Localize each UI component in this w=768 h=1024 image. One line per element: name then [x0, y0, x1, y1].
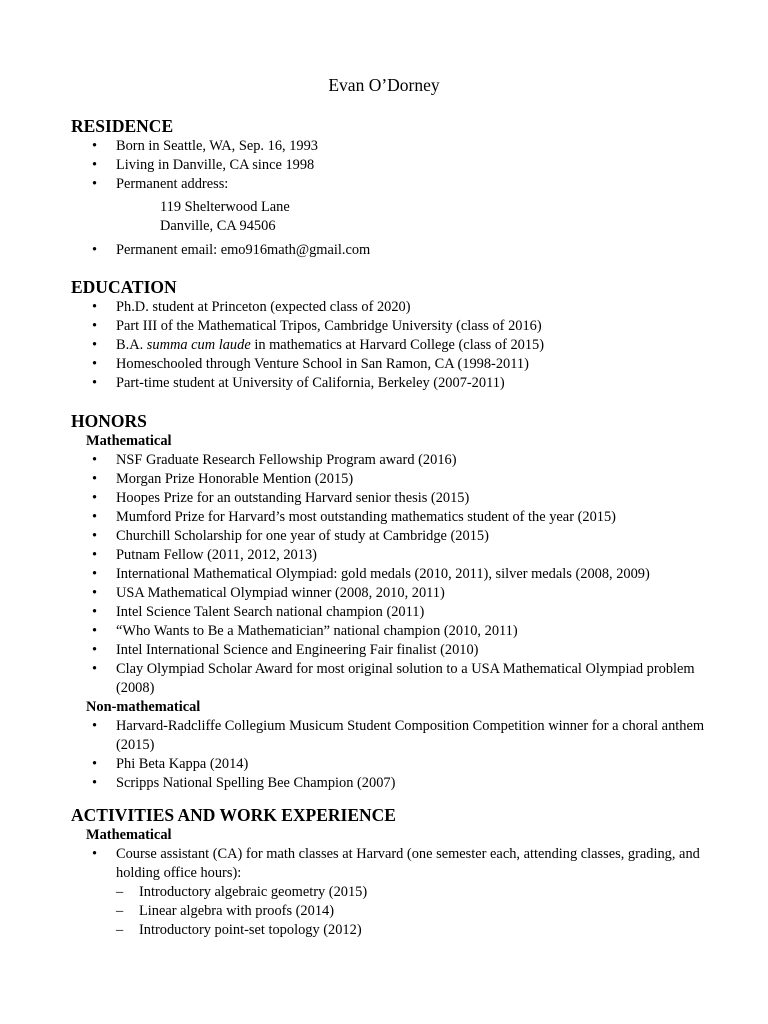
- activities-mathematical-list: [71, 845, 711, 940]
- list-item: • Churchill Scholarship for one year of study at Cambridge (2015): [92, 528, 489, 544]
- list-item: • Harvard-Radcliffe Collegium Musicum Student Composition Competition winner for a choral anthem (2015): [92, 718, 705, 753]
- residence-section: [71, 115, 711, 260]
- list-item: • Intel International Science and Engineering Fair finalist (2010): [92, 642, 479, 658]
- bullet-icon: •: [92, 547, 98, 563]
- list-item: • Mumford Prize for Harvard’s most outstanding mathematics student of the year (2015): [92, 509, 616, 525]
- list-item: • NSF Graduate Research Fellowship Program award (2016): [92, 452, 457, 468]
- bullet-icon: •: [92, 157, 98, 173]
- bullet-icon: •: [92, 623, 98, 639]
- list-item: • Part-time student at University of California, Berkeley (2007-2011): [92, 375, 505, 391]
- list-item: • Ph.D. student at Princeton (expected class of 2020): [92, 299, 411, 315]
- bullet-icon: •: [92, 585, 98, 601]
- bullet-icon: •: [92, 566, 98, 582]
- list-item: • Course assistant (CA) for math classes at Harvard (one semester each, attending classes, grading, and holding office hours): – Introductory algebraic geometry (2015) – Linear algebra with proofs (2014) – Introductory point-set topology (2012): [71, 845, 711, 940]
- residence-email-list: [71, 241, 711, 260]
- list-item: • Permanent address:: [92, 176, 229, 192]
- bullet-icon: •: [92, 471, 98, 487]
- honors-non-mathematical-label: Non-mathematical: [86, 699, 201, 715]
- list-item: • USA Mathematical Olympiad winner (2008, 2010, 2011): [92, 585, 445, 601]
- list-item: – Introductory point-set topology (2012): [116, 922, 362, 938]
- address-line: Danville, CA 94506: [160, 218, 276, 234]
- list-item: [71, 241, 711, 260]
- activities-section: [71, 804, 711, 940]
- bullet-icon: •: [92, 718, 98, 734]
- list-item: • Born in Seattle, WA, Sep. 16, 1993: [92, 138, 318, 154]
- dash-icon: –: [116, 903, 124, 919]
- list-item: • Part III of the Mathematical Tripos, Cambridge University (class of 2016): [92, 318, 542, 334]
- list-item: • “Who Wants to Be a Mathematician” national champion (2010, 2011): [92, 623, 518, 639]
- bullet-icon: •: [92, 642, 98, 658]
- list-item: • B.A. summa cum laude in mathematics at Harvard College (class of 2015): [92, 337, 545, 353]
- residence-list: [71, 137, 711, 194]
- bullet-icon: •: [92, 490, 98, 506]
- bullet-icon: •: [92, 375, 98, 391]
- dash-icon: –: [116, 884, 124, 900]
- activities-heading: ACTIVITIES AND WORK EXPERIENCE: [71, 805, 396, 825]
- course-list: [116, 883, 711, 940]
- resume-name: Evan O’Dorney: [328, 75, 440, 95]
- list-item: • Morgan Prize Honorable Mention (2015): [92, 471, 354, 487]
- permanent-address: [71, 198, 711, 236]
- bullet-icon: •: [92, 452, 98, 468]
- activities-mathematical-label: Mathematical: [86, 827, 172, 843]
- bullet-icon: •: [92, 509, 98, 525]
- education-section: [71, 276, 711, 393]
- residence-heading: RESIDENCE: [71, 116, 174, 136]
- honors-non-mathematical-list: [71, 717, 711, 793]
- bullet-icon: •: [92, 661, 98, 677]
- bullet-icon: •: [92, 846, 98, 862]
- list-item: • Homeschooled through Venture School in San Ramon, CA (1998-2011): [92, 356, 529, 372]
- bullet-icon: •: [92, 775, 98, 791]
- honors-heading: HONORS: [71, 411, 147, 431]
- honors-mathematical-list: [71, 451, 711, 698]
- honors-mathematical-label: Mathematical: [86, 433, 172, 449]
- bullet-icon: •: [92, 604, 98, 620]
- list-item: • International Mathematical Olympiad: gold medals (2010, 2011), silver medals (2008, 2009): [92, 566, 650, 582]
- honors-section: [71, 410, 711, 793]
- bullet-icon: •: [92, 756, 98, 772]
- bullet-icon: •: [92, 138, 98, 154]
- bullet-icon: •: [92, 299, 98, 315]
- bullet-icon: •: [92, 318, 98, 334]
- education-heading: EDUCATION: [71, 277, 177, 297]
- dash-icon: –: [116, 922, 124, 938]
- list-item: • Putnam Fellow (2011, 2012, 2013): [92, 547, 317, 563]
- list-item: • Living in Danville, CA since 1998: [92, 157, 315, 173]
- bullet-icon: •: [92, 528, 98, 544]
- bullet-icon: •: [92, 242, 98, 258]
- list-item: • Hoopes Prize for an outstanding Harvard senior thesis (2015): [92, 490, 470, 506]
- list-item: • Intel Science Talent Search national champion (2011): [92, 604, 425, 620]
- list-item: • Phi Beta Kappa (2014): [92, 756, 249, 772]
- list-item: • Scripps National Spelling Bee Champion (2007): [92, 775, 396, 791]
- address-line: 119 Shelterwood Lane: [160, 199, 290, 215]
- bullet-icon: •: [92, 337, 98, 353]
- permanent-email: Permanent email: emo916math@gmail.com: [116, 242, 371, 258]
- list-item: – Linear algebra with proofs (2014): [116, 903, 335, 919]
- list-item: • Clay Olympiad Scholar Award for most original solution to a USA Mathematical Olympiad problem (2008): [92, 661, 695, 696]
- bullet-icon: •: [92, 176, 98, 192]
- education-list: [71, 298, 711, 393]
- bullet-icon: •: [92, 356, 98, 372]
- list-item: – Introductory algebraic geometry (2015): [116, 884, 368, 900]
